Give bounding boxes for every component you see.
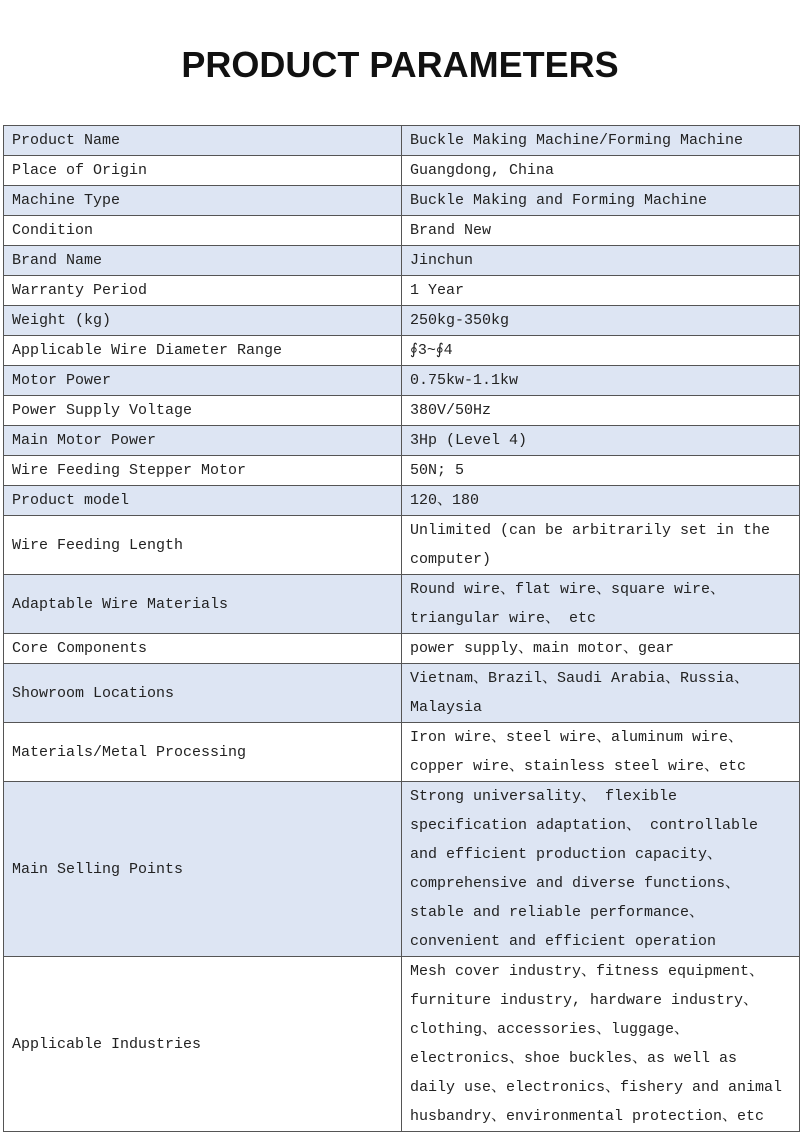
table-row xyxy=(4,486,800,516)
table-row xyxy=(4,723,800,782)
param-value: 0.75kw-1.1kw xyxy=(402,366,800,396)
param-value: Unlimited (can be arbitrarily set in the computer) xyxy=(402,516,800,575)
param-value: 1 Year xyxy=(402,276,800,306)
param-label: Power Supply Voltage xyxy=(4,396,402,426)
param-value: 380V/50Hz xyxy=(402,396,800,426)
param-value: power supply、main motor、gear xyxy=(402,634,800,664)
table-row xyxy=(4,782,800,957)
param-value: Buckle Making and Forming Machine xyxy=(402,186,800,216)
param-value: 3Hp (Level 4) xyxy=(402,426,800,456)
param-value: Iron wire、steel wire、aluminum wire、copper wire、stainless steel wire、etc xyxy=(402,723,800,782)
param-value: Buckle Making Machine/Forming Machine xyxy=(402,126,800,156)
param-value: Guangdong, China xyxy=(402,156,800,186)
param-value: 50N; 5 xyxy=(402,456,800,486)
param-value: Strong universality、 flexible specification adaptation、 controllable and efficient production capacity、comprehensive and diverse functions、stable and reliable performance、convenient and efficient operation xyxy=(402,782,800,957)
table-row xyxy=(4,426,800,456)
param-value: Jinchun xyxy=(402,246,800,276)
param-value: ∮3~∮4 xyxy=(402,336,800,366)
page-title: PRODUCT PARAMETERS xyxy=(181,44,619,85)
table-row xyxy=(4,957,800,1132)
param-label: Applicable Industries xyxy=(4,957,402,1132)
param-label: Brand Name xyxy=(4,246,402,276)
param-label: Wire Feeding Length xyxy=(4,516,402,575)
param-value: Round wire、flat wire、square wire、triangular wire、 etc xyxy=(402,575,800,634)
table-row xyxy=(4,634,800,664)
param-value: 250kg-350kg xyxy=(402,306,800,336)
param-value: 120、180 xyxy=(402,486,800,516)
table-row xyxy=(4,575,800,634)
param-label: Warranty Period xyxy=(4,276,402,306)
table-row xyxy=(4,126,800,156)
param-label: Place of Origin xyxy=(4,156,402,186)
table-row xyxy=(4,306,800,336)
table-row xyxy=(4,216,800,246)
param-label: Materials/Metal Processing xyxy=(4,723,402,782)
param-label: Adaptable Wire Materials xyxy=(4,575,402,634)
table-row xyxy=(4,366,800,396)
param-label: Machine Type xyxy=(4,186,402,216)
table-row xyxy=(4,276,800,306)
param-label: Product Name xyxy=(4,126,402,156)
table-row xyxy=(4,156,800,186)
table-row xyxy=(4,246,800,276)
table-row xyxy=(4,664,800,723)
table-row xyxy=(4,336,800,366)
parameters-table-container xyxy=(3,125,797,1132)
table-row xyxy=(4,516,800,575)
param-value: Vietnam、Brazil、Saudi Arabia、Russia、Malaysia xyxy=(402,664,800,723)
table-row xyxy=(4,396,800,426)
param-label: Wire Feeding Stepper Motor xyxy=(4,456,402,486)
param-label: Condition xyxy=(4,216,402,246)
table-row xyxy=(4,186,800,216)
param-label: Showroom Locations xyxy=(4,664,402,723)
param-value: Brand New xyxy=(402,216,800,246)
parameters-table xyxy=(3,125,800,1132)
param-label: Main Motor Power xyxy=(4,426,402,456)
param-label: Motor Power xyxy=(4,366,402,396)
param-label: Product model xyxy=(4,486,402,516)
param-label: Main Selling Points xyxy=(4,782,402,957)
param-value: Mesh cover industry、fitness equipment、furniture industry, hardware industry、clothing、accessories、luggage、electronics、shoe buckles、as well as daily use、electronics、fishery and animal husbandry、environmental protection、etc xyxy=(402,957,800,1132)
param-label: Core Components xyxy=(4,634,402,664)
table-row xyxy=(4,456,800,486)
param-label: Weight (kg) xyxy=(4,306,402,336)
param-label: Applicable Wire Diameter Range xyxy=(4,336,402,366)
